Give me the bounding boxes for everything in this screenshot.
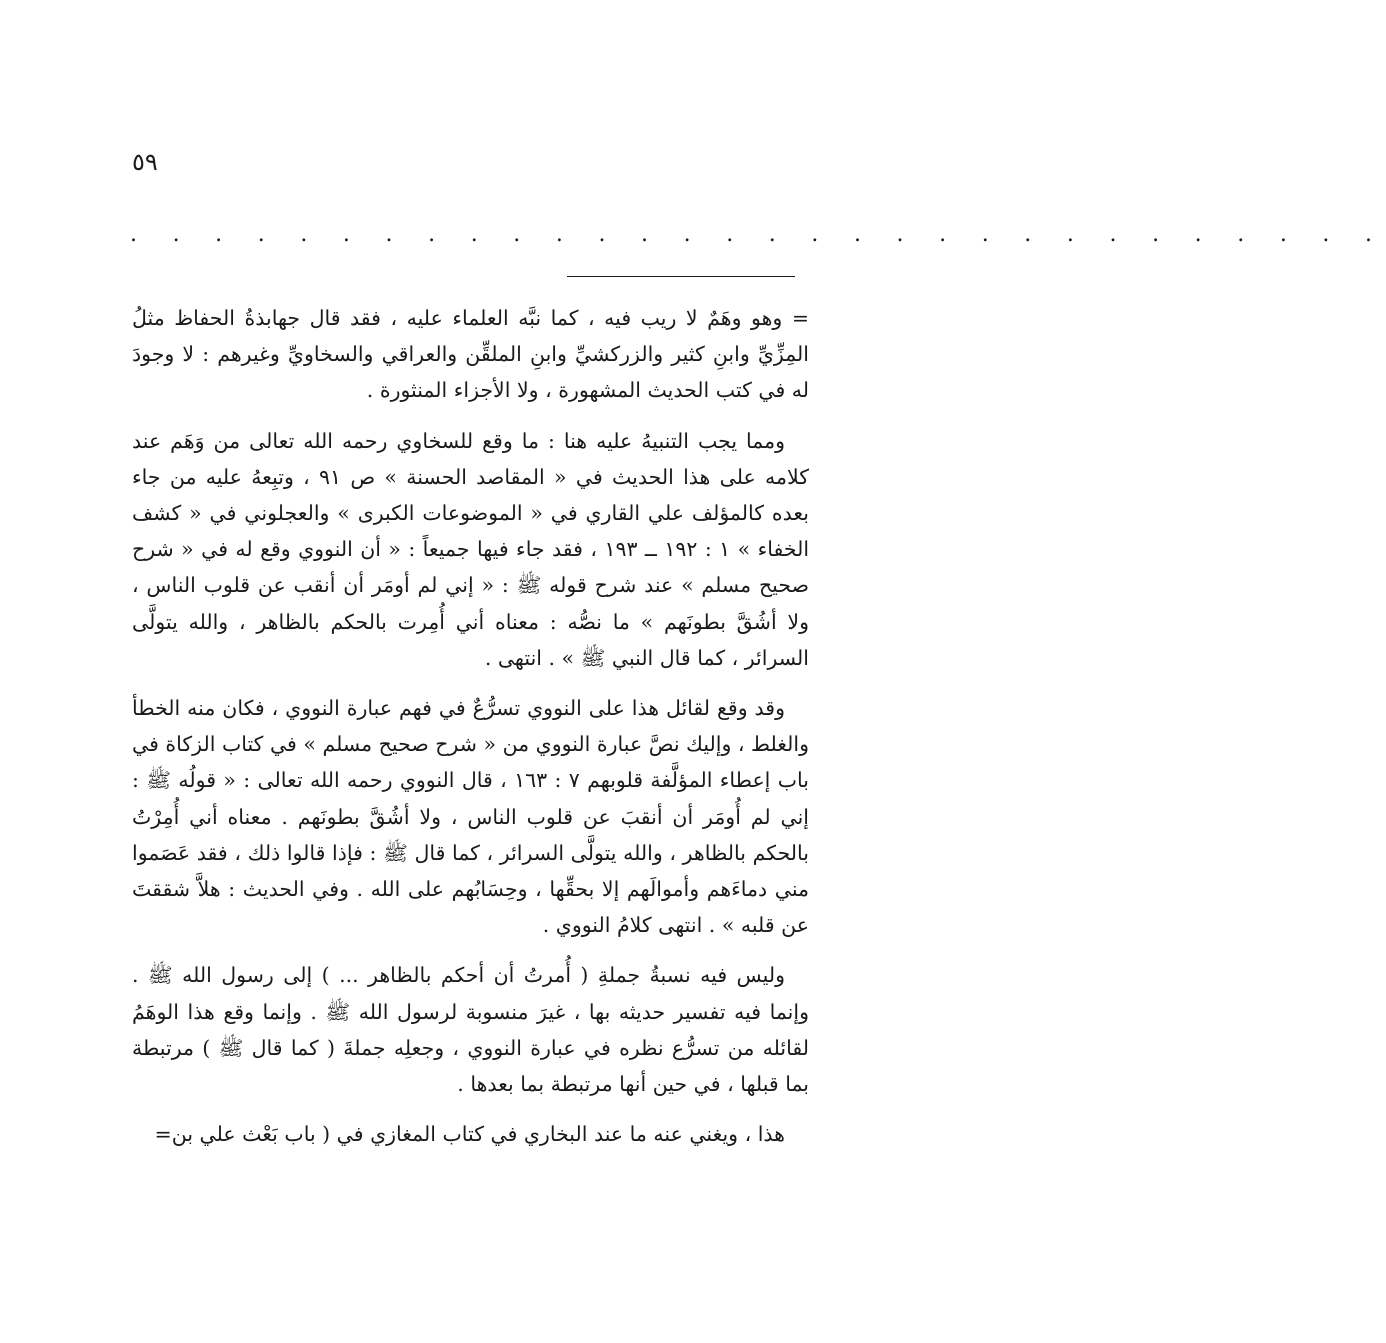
paragraph-2: ومما يجب التنبيهُ عليه هنا : ما وقع للسخاوي رحمه الله تعالى من وَهَم عند كلامه على هذا الحديث في « المقاصد الحسنة » ص ٩١ ، وتبِعهُ عليه من جاء بعده كالمؤلف علي القاري في « الموضوعات الكبرى » والعجلوني في « كشف الخفاء » ١ : ١٩٢ ــ ١٩٣ ، فقد جاء فيها جميعاً : « أن النووي وقع له في « شرح صحيح مسلم » عند شرح قوله ﷺ : « إني لم أومَر أن أنقب عن قلوب الناس ، ولا أشُقَّ بطونَهم » ما نصُّه : معناه أني أُمِرت بالحكم بالظاهر ، والله يتولَّى السرائر ، كما قال النبي ﷺ » . انتهى . <box>132 428 810 670</box>
footnote-rule <box>567 276 795 277</box>
paragraph-3: وقد وقع لقائل هذا على النووي تسرُّعٌ في فهم عبارة النووي ، فكان منه الخطأ والغلط ، وإليك نصَّ عبارة النووي من « شرح صحيح مسلم » في كتاب الزكاة في باب إعطاء المؤلَّفة قلوبهم ٧ : ١٦٣ ، قال النووي رحمه الله تعالى : « قولُه ﷺ : إني لم أُومَر أن أنقبَ عن قلوب الناس ، ولا أشُقَّ بطونَهم . معناه أني أُمِرْتُ بالحكم بالظاهر ، والله يتولَّى السرائر ، كما قال ﷺ : فإذا قالوا ذلك ، فقد عَصَموا مني دماءَهم وأموالَهم إلا بحقِّها ، وحِسَابُهم على الله . وفي الحديث : هلاَّ شققتَ عن قلبه » . انتهى كلامُ النووي . <box>132 696 809 938</box>
dotted-separator: . . . . . . . . . . . . . . . . . . . . . . . . . . . . . . <box>130 222 1386 247</box>
paragraph-5: هذا ، ويغني عنه ما عند البخاري في كتاب المغازي في ( باب بَعْث علي بن= <box>154 1122 785 1147</box>
paragraph-1: = وهو وهَمٌ لا ريب فيه ، كما نبَّه العلماء عليه ، فقد قال جهابذةُ الحفاظ مثلُ المِزِّيِّ وابنِ كثير والزركشيِّ وابنِ الملقِّن والعراقي والسخاويِّ وغيرهم : لا وجودَ له في كتب الحديث المشهورة ، ولا الأجزاء المنثورة . <box>132 306 809 403</box>
page-number: ٥٩ <box>132 148 158 176</box>
paragraph-4: وليس فيه نسبةُ جملةِ ( أُمرتُ أن أحكم بالظاهر ... ) إلى رسول الله ﷺ . وإنما فيه تفسير حديثه بها ، غيرَ منسوبة لرسول الله ﷺ . وإنما وقع هذا الوهَمُ لقائله من تسرُّع نظره في عبارة النووي ، وجعلِه جملةَ ( كما قال ﷺ ) مرتبطة بما قبلها ، في حين أنها مرتبطة بما بعدها . <box>132 963 809 1097</box>
footnote-text <box>132 300 809 1152</box>
